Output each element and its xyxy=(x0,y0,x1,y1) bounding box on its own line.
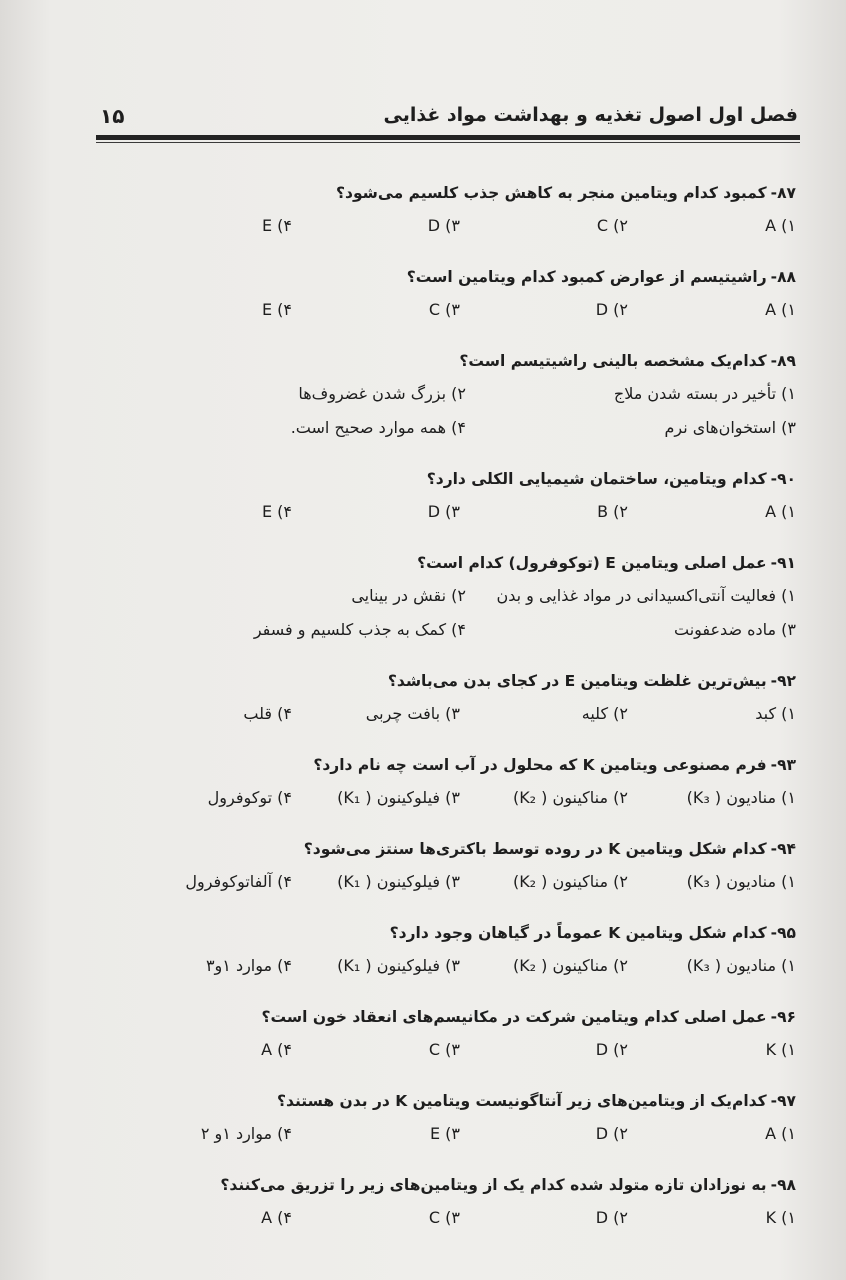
option-2: ۲) مناکینون ( K₂) xyxy=(512,787,628,807)
option-2: D (۲ xyxy=(595,1039,628,1059)
option-4: A (۴ xyxy=(261,1039,292,1059)
option-2: D (۲ xyxy=(595,1123,628,1143)
option-4: E (۴ xyxy=(261,299,292,319)
question-94 xyxy=(100,834,796,898)
question-text: کدام‌یک از ویتامین‌های زیر آنتاگونیست ویتامین K در بدن هستند؟ xyxy=(277,1092,767,1110)
question-text: کدام ویتامین، ساختمان شیمیایی الکلی دارد؟ xyxy=(426,470,767,488)
option-3: ۳) استخوان‌های نرم xyxy=(664,417,796,437)
option-2: ۲) نقش در بینایی xyxy=(351,585,466,605)
question-text: کمبود کدام ویتامین منجر به کاهش جذب کلسیم می‌شود؟ xyxy=(336,184,767,202)
question-text: راشیتیسم از عوارض کمبود کدام ویتامین است؟ xyxy=(406,268,767,286)
option-4: ۴) موارد ۱و۳ xyxy=(205,955,292,975)
option-1: ۱) فعالیت آنتی‌اکسیدانی در مواد غذایی و بدن xyxy=(496,585,796,605)
question-text: به نوزادان تازه متولد شده کدام یک از ویتامین‌های زیر را تزریق می‌کنند؟ xyxy=(220,1176,767,1194)
option-1: ۱) کبد xyxy=(755,703,796,723)
option-1: ۱) منادیون ( K₃) xyxy=(686,787,796,807)
question-text: کدام شکل ویتامین K در روده توسط باکتری‌ها سنتز می‌شود؟ xyxy=(303,840,767,858)
options-row xyxy=(100,208,796,242)
option-4: ۴) همه موارد صحیح است. xyxy=(290,417,466,437)
options-row xyxy=(100,612,796,646)
option-4: ۴) قلب xyxy=(243,703,292,723)
option-1: ۱) منادیون ( K₃) xyxy=(686,955,796,975)
question-number: ۹۴- xyxy=(770,840,796,858)
option-3: ۳) فیلوکینون ( K₁) xyxy=(337,955,460,975)
option-3: C (۳ xyxy=(428,1039,460,1059)
options-row xyxy=(100,376,796,410)
question-stem xyxy=(100,178,796,208)
option-3: D (۳ xyxy=(427,215,460,235)
question-90 xyxy=(100,464,796,528)
options-row xyxy=(100,494,796,528)
header-rule-thin xyxy=(96,142,800,143)
option-2: D (۲ xyxy=(595,299,628,319)
option-2: C (۲ xyxy=(596,215,628,235)
options-row xyxy=(100,292,796,326)
header-rule-thick xyxy=(96,135,800,140)
question-number: ۹۰- xyxy=(770,470,796,488)
option-3: D (۳ xyxy=(427,501,460,521)
option-3: C (۳ xyxy=(428,299,460,319)
options-row xyxy=(100,410,796,444)
page-number: ۱۵ xyxy=(100,104,125,128)
question-stem xyxy=(100,666,796,696)
option-3: E (۳ xyxy=(429,1123,460,1143)
option-4: ۴) آلفاتوکوفرول xyxy=(185,871,292,891)
options-row xyxy=(100,780,796,814)
option-2: ۲) مناکینون ( K₂) xyxy=(512,955,628,975)
question-number: ۹۶- xyxy=(770,1008,796,1026)
option-3: C (۳ xyxy=(428,1207,460,1227)
option-1: ۱) تأخیر در بسته شدن ملاج xyxy=(613,383,796,403)
page-header xyxy=(96,104,798,134)
option-4: E (۴ xyxy=(261,215,292,235)
option-1: A (۱ xyxy=(765,215,796,235)
options-row xyxy=(100,948,796,982)
question-number: ۹۱- xyxy=(770,554,796,572)
question-stem xyxy=(100,1002,796,1032)
question-98 xyxy=(100,1170,796,1234)
option-1: A (۱ xyxy=(765,1123,796,1143)
question-number: ۸۷- xyxy=(770,184,796,202)
options-row xyxy=(100,1200,796,1234)
question-96 xyxy=(100,1002,796,1066)
option-3: ۳) بافت چربی xyxy=(365,703,460,723)
question-95 xyxy=(100,918,796,982)
option-3: ۳) فیلوکینون ( K₁) xyxy=(337,787,460,807)
question-number: ۹۳- xyxy=(770,756,796,774)
option-3: ۳) فیلوکینون ( K₁) xyxy=(337,871,460,891)
option-2: B (۲ xyxy=(597,501,628,521)
question-text: عمل اصلی ویتامین E (توکوفرول) کدام است؟ xyxy=(417,554,767,572)
question-stem xyxy=(100,346,796,376)
option-2: ۲) مناکینون ( K₂) xyxy=(512,871,628,891)
question-stem xyxy=(100,548,796,578)
option-1: K (۱ xyxy=(765,1207,796,1227)
question-93 xyxy=(100,750,796,814)
question-stem xyxy=(100,834,796,864)
question-text: کدام‌یک مشخصه بالینی راشیتیسم است؟ xyxy=(459,352,767,370)
option-1: ۱) منادیون ( K₃) xyxy=(686,871,796,891)
question-list xyxy=(100,178,796,1254)
options-row xyxy=(100,1032,796,1066)
option-4: ۴) توکوفرول xyxy=(207,787,292,807)
question-text: بیش‌ترین غلظت ویتامین E در کجای بدن می‌باشد؟ xyxy=(387,672,767,690)
question-87 xyxy=(100,178,796,242)
options-row xyxy=(100,1116,796,1150)
chapter-title: فصل اول اصول تغذیه و بهداشت مواد غذایی xyxy=(383,104,798,126)
question-number: ۸۸- xyxy=(770,268,796,286)
option-1: A (۱ xyxy=(765,299,796,319)
question-number: ۹۸- xyxy=(770,1176,796,1194)
question-stem xyxy=(100,262,796,292)
question-text: کدام شکل ویتامین K عموماً در گیاهان وجود دارد؟ xyxy=(389,924,767,942)
question-91 xyxy=(100,548,796,646)
question-97 xyxy=(100,1086,796,1150)
question-number: ۹۵- xyxy=(770,924,796,942)
option-4: ۴) کمک به جذب کلسیم و فسفر xyxy=(253,619,466,639)
question-stem xyxy=(100,1086,796,1116)
question-89 xyxy=(100,346,796,444)
question-text: عمل اصلی کدام ویتامین شرکت در مکانیسم‌های انعقاد خون است؟ xyxy=(261,1008,767,1026)
option-4: ۴) موارد ۱و ۲ xyxy=(200,1123,292,1143)
option-2: ۲) بزرگ شدن غضروف‌ها xyxy=(298,383,466,403)
option-2: ۲) کلیه xyxy=(581,703,628,723)
question-number: ۸۹- xyxy=(770,352,796,370)
option-4: A (۴ xyxy=(261,1207,292,1227)
option-1: K (۱ xyxy=(765,1039,796,1059)
option-3: ۳) ماده ضدعفونت xyxy=(673,619,796,639)
question-stem xyxy=(100,918,796,948)
options-row xyxy=(100,578,796,612)
question-stem xyxy=(100,464,796,494)
options-row xyxy=(100,864,796,898)
question-stem xyxy=(100,1170,796,1200)
question-stem xyxy=(100,750,796,780)
option-4: E (۴ xyxy=(261,501,292,521)
option-2: D (۲ xyxy=(595,1207,628,1227)
option-1: A (۱ xyxy=(765,501,796,521)
question-text: فرم مصنوعی ویتامین K که محلول در آب است چه نام دارد؟ xyxy=(313,756,767,774)
question-number: ۹۷- xyxy=(770,1092,796,1110)
question-number: ۹۲- xyxy=(770,672,796,690)
question-88 xyxy=(100,262,796,326)
options-row xyxy=(100,696,796,730)
question-92 xyxy=(100,666,796,730)
